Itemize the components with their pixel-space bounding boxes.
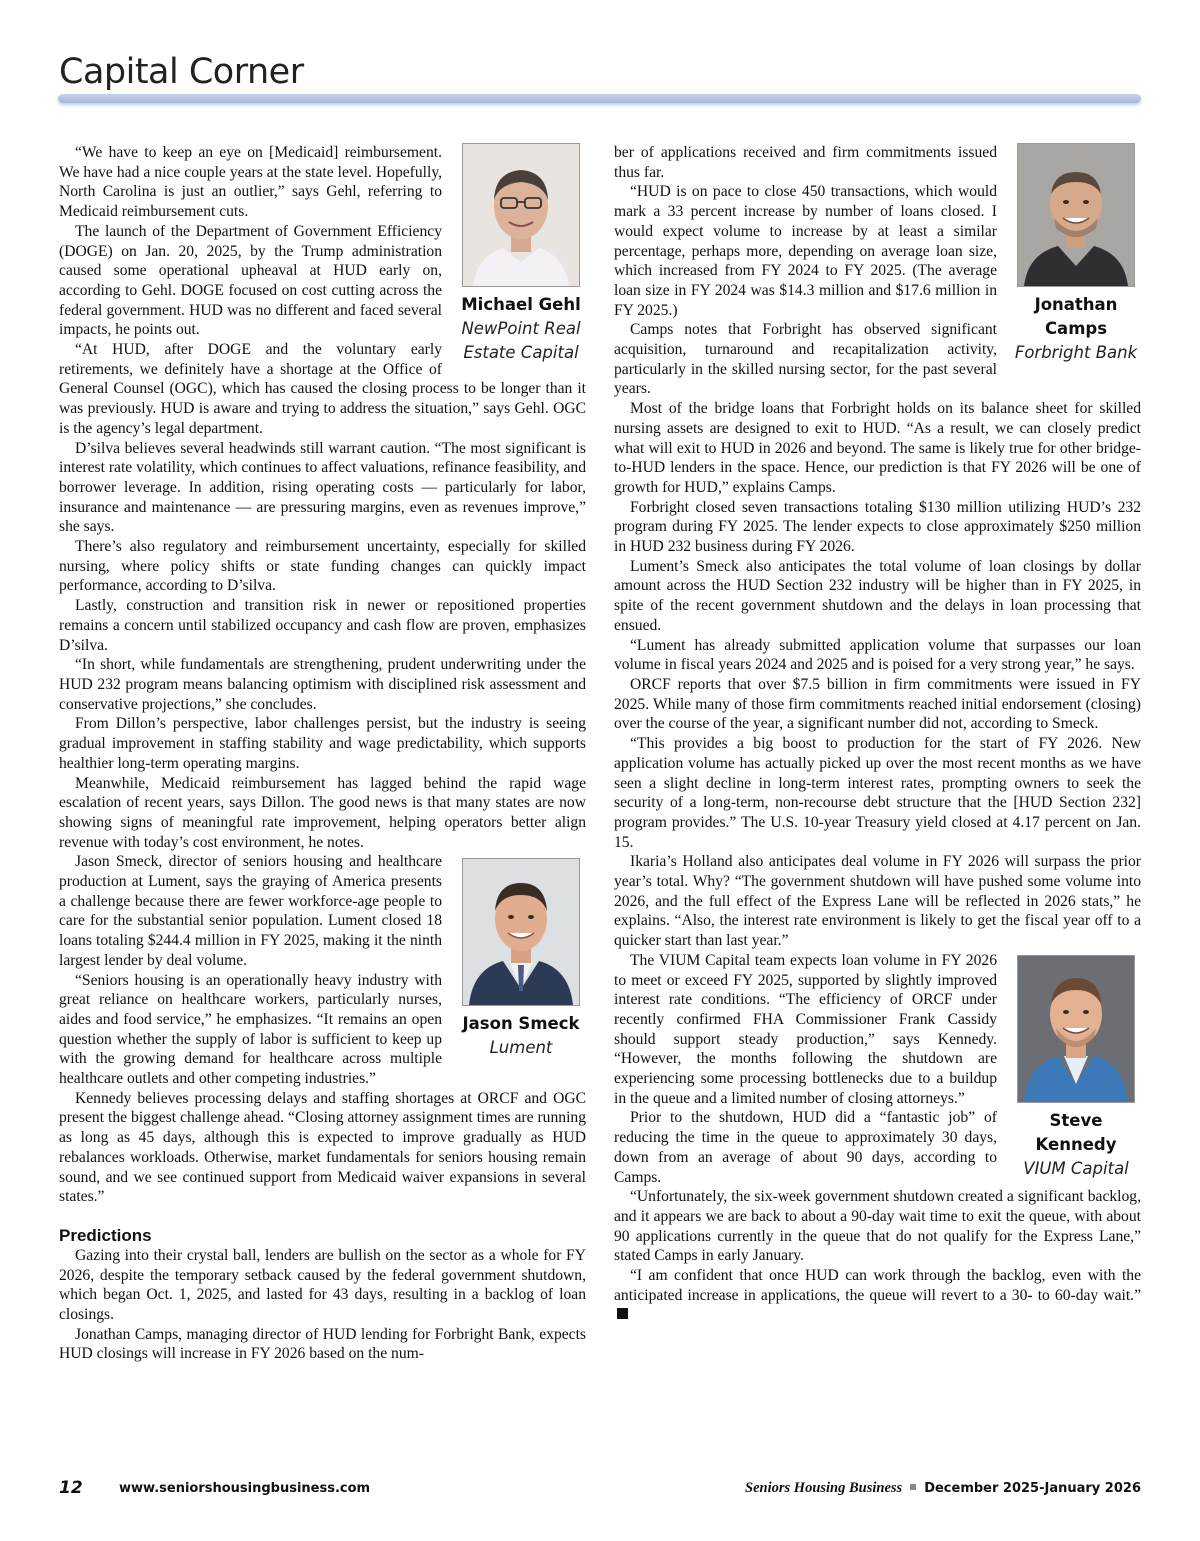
paragraph: From Dillon’s perspective, labor challenges persist, but the industry is seeing gradual improvement in staffing stability and wage predictability, which supports healthier long-term operating margins. bbox=[59, 715, 586, 772]
page-footer bbox=[59, 1478, 1141, 1502]
portrait-image bbox=[462, 143, 580, 287]
paragraph: Gazing into their crystal ball, lenders are bullish on the sector as a whole for FY 2026, despite the temporary setback caused by the federal government shutdown, which began Oct. 1, 2025, and lasted for 43 days, resulting in a backlog of loan closings. bbox=[59, 1246, 586, 1324]
portrait-image bbox=[1017, 955, 1135, 1103]
paragraph: Kennedy believes processing delays and staffing shortages at ORCF and OGC present the biggest challenge ahead. “Closing attorney assignment times are running as long as 45 days, although this is expected to improve gradually as HUD rebalances workloads. Otherwise, market fundamentals for seniors housing remain sound, and we see continued support from Medicaid waiver expansions in several states.” bbox=[59, 1089, 586, 1206]
paragraph: Jason Smeck, director of seniors housing and healthcare production at Lument, says the graying of America presents a challenge because there are fewer workforce-age people to care for the substantial senior population. Lument closed 18 loans totaling $244.4 million in FY 2025, making it the ninth largest lender by deal volume. bbox=[59, 853, 442, 969]
paragraph: “Unfortunately, the six-week government shutdown created a significant backlog, and it appears we are back to about a 90-day wait time to exit the queue, with about 90 applications currently in the queue that do not qualify for the Express Lane,” stated Camps in early January. bbox=[614, 1188, 1141, 1265]
paragraph: Camps notes that Forbright has observed significant acquisition, turnaround and recapitalization activity, particularly in the skilled nursing sector, for the past several years. bbox=[614, 321, 997, 398]
separator-square-icon bbox=[910, 1484, 916, 1490]
right-column bbox=[614, 143, 1141, 1325]
paragraph: Prior to the shutdown, HUD did a “fantastic job” of reducing the time in the queue to approximately 30 days, down from an average of about 90 days, according to Camps. bbox=[614, 1109, 997, 1186]
section-title: Capital Corner bbox=[59, 52, 304, 92]
title-rule bbox=[58, 94, 1141, 103]
paragraph: Meanwhile, Medicaid reimbursement has lagged behind the rapid wage escalation of recent years, says Dillon. The good news is that many states are now showing signs of meaningful rate improvement, helping operators better align revenue with today’s cost environment, he notes. bbox=[59, 774, 586, 851]
footer-publication-info bbox=[745, 1480, 1141, 1497]
photo-jonathan-camps bbox=[1011, 143, 1141, 365]
paragraph: Jonathan Camps, managing director of HUD lending for Forbright Bank, expects HUD closings will increase in FY 2026 based on the num- bbox=[59, 1325, 586, 1363]
caption-company: Forbright Bank bbox=[1014, 343, 1138, 362]
paragraph: There’s also regulatory and reimbursement uncertainty, especially for skilled nursing, where policy shifts or state funding changes can quickly impact performance, according to D’silva. bbox=[59, 538, 586, 595]
paragraph: ORCF reports that over $7.5 billion in firm commitments were issued in FY 2025. While many of those firm commitments reached initial endorsement (closing) over the course of the year, a significant number did not, according to Smeck. bbox=[614, 675, 1141, 733]
paragraph: “HUD is on pace to close 450 transactions, which would mark a 33 percent increase by number of loans closed. I would expect volume to increase by at least a similar percentage, perhaps more, depending on average loan size, which increased from FY 2024 to FY 2025. (The average loan size in FY 2024 was $14.3 million and $17.6 million in FY 2025.) bbox=[614, 183, 997, 319]
subheading-predictions: Predictions bbox=[59, 1225, 152, 1245]
paragraph: D’silva believes several headwinds still warrant caution. “The most significant is interest rate volatility, which continues to affect valuations, refinance feasibility, and borrower leverage. In addition, rising operating costs — particularly for labor, insurance and maintenance — are pressuring margins, even as revenues improve,” she says. bbox=[59, 439, 586, 536]
publication-name: Seniors Housing Business bbox=[745, 1480, 903, 1496]
photo-michael-gehl bbox=[456, 143, 586, 365]
end-of-article-square-icon bbox=[617, 1308, 628, 1319]
caption-name: Steve Kennedy bbox=[1035, 1110, 1117, 1154]
paragraph: “In short, while fundamentals are strengthening, prudent underwriting under the HUD 232 program means balancing optimism with disciplined risk assessment and conservative projections,” she concludes. bbox=[59, 656, 586, 713]
caption-company: Lument bbox=[489, 1038, 553, 1058]
paragraph-text: “I am confident that once HUD can work through the backlog, even with the anticipated increase in applications, the queue will revert to a 30- to 60-day wait.” bbox=[614, 1267, 1141, 1304]
paragraph: ber of applications received and firm commitments issued thus far. bbox=[614, 144, 997, 181]
paragraph: “Lument has already submitted application volume that surpasses our loan volume in fiscal years 2024 and 2025 and is poised for a very strong year,” he says. bbox=[614, 636, 1141, 674]
website-url: www.seniorshousingbusiness.com bbox=[119, 1481, 371, 1496]
page-number: 12 bbox=[59, 1478, 83, 1498]
paragraph: “At HUD, after DOGE and the voluntary early retirements, we definitely have a shortage at the Office of General Counsel (OGC), which has caused the closing process to be longer than it was previously. HUD is aware and trying to address the situation,” says Gehl. OGC is the agency’s legal department. bbox=[59, 341, 586, 437]
paragraph: The launch of the Department of Government Efficiency (DOGE) on Jan. 20, 2025, by the Trump administration caused some operational upheaval at HUD early on, according to Gehl. DOGE focused on cost cutting across the federal government. HUD was no different and faced several impacts, he points out. bbox=[59, 222, 442, 339]
portrait-image bbox=[462, 858, 580, 1006]
paragraph: Lument’s Smeck also anticipates the total volume of loan closings by dollar amount across the HUD Section 232 industry will be higher than in FY 2025, in spite of the recent government shutdown and the delays in loan processing that ensued. bbox=[614, 557, 1141, 634]
issue-date: December 2025-January 2026 bbox=[924, 1481, 1141, 1496]
paragraph: The VIUM Capital team expects loan volume in FY 2026 to meet or exceed FY 2025, supported by slightly improved interest rate conditions. “The efficiency of ORCF under recently confirmed FHA Commissioner Frank Cassidy should support steady production,” says Kennedy. “However, the months following the shutdown are experiencing some processing bottlenecks due to a buildup in the queue and a limited number of closing attorneys.” bbox=[614, 951, 997, 1107]
left-column bbox=[59, 143, 586, 1364]
caption-name: Jason Smeck bbox=[462, 1014, 580, 1034]
caption-name: Jonathan Camps bbox=[1034, 295, 1118, 338]
caption-company: NewPoint Real Estate Capital bbox=[461, 319, 581, 362]
paragraph: Forbright closed seven transactions totaling $130 million utilizing HUD’s 232 program during FY 2025. The lender expects to close approximately $250 million in HUD 232 business during FY 2026. bbox=[614, 498, 1141, 556]
portrait-image bbox=[1017, 143, 1135, 287]
photo-jason-smeck bbox=[456, 858, 586, 1060]
caption-company: VIUM Capital bbox=[1023, 1158, 1129, 1178]
paragraph: “Seniors housing is an operationally heavy industry with great reliance on healthcare workers, particularly nurses, aides and food service,” he emphasizes. “It remains an open question whether the supply of labor is sufficient to keep up with the growing demand for healthcare across multiple healthcare outlets and other competing industries.” bbox=[59, 971, 442, 1088]
paragraph: Most of the bridge loans that Forbright holds on its balance sheet for skilled nursing assets are designed to exit to HUD. “As a result, we can closely predict what will exit to HUD in 2026 and beyond. The same is likely true for other bridge-to-HUD lenders in the space. Hence, our prediction is that FY 2026 will be one of growth for HUD,” explains Camps. bbox=[614, 400, 1141, 496]
paragraph-final bbox=[614, 1266, 1141, 1325]
caption-name: Michael Gehl bbox=[461, 295, 581, 314]
photo-steve-kennedy bbox=[1011, 955, 1141, 1181]
paragraph: “This provides a big boost to production for the start of FY 2026. New application volume has actually picked up over the most recent months as we have seen a slight decline in long-term interest rates, prompting owners to seek the security of a long-term, non-recourse debt structure that the [HUD Section 232] program provides.” The U.S. 10-year Treasury yield closed at 4.17 percent on Jan. 15. bbox=[614, 735, 1141, 851]
paragraph: Lastly, construction and transition risk in newer or repositioned properties remains a concern until stabilized occupancy and cash flow are proven, emphasizes D’silva. bbox=[59, 597, 586, 654]
paragraph: Ikaria’s Holland also anticipates deal volume in FY 2026 will surpass the prior year’s total. Why? “The government shutdown will have pushed some volume into 2026, and the full effect of the Express Lane will be reflected in 2026 stats,” he explains. “Also, the interest rate environment is likely to get the fiscal year off to a quicker start than last year.” bbox=[614, 853, 1141, 950]
paragraph: “We have to keep an eye on [Medicaid] reimbursement. We have had a nice couple years at the state level. Hopefully, North Carolina is just an outlier,” says Gehl, referring to Medicaid reimbursement cuts. bbox=[59, 144, 442, 221]
